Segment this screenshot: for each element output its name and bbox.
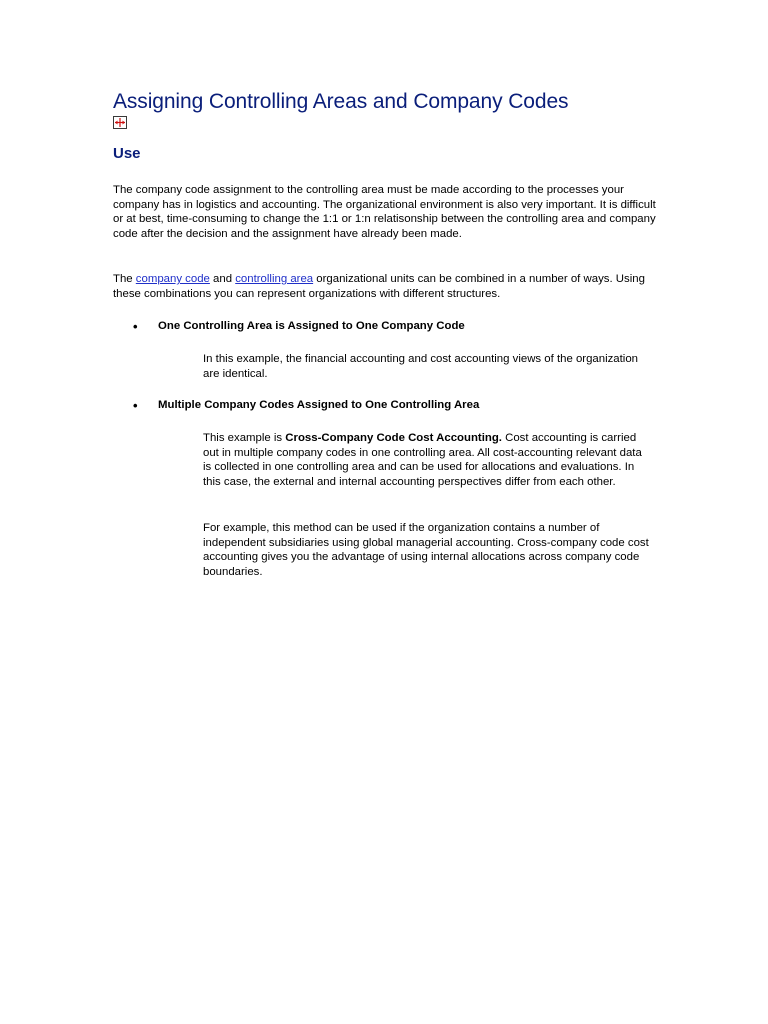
- desc-suffix: Cost accounting is carried out in multiple company codes in one controlling area. All cost-accounting relevant data is collected in one controlling area and can be used for allocations and evaluations. In this case, the external and internal accounting perspectives differ from each other.: [203, 432, 642, 488]
- bullet-label: One Controlling Area is Assigned to One Company Code: [158, 320, 465, 332]
- desc-prefix: This example is: [203, 432, 286, 444]
- intro-paragraph: The company code assignment to the controlling area must be made according to the processes your company has in logistics and accounting. The organizational environment is also very important. It is difficult or at best, time-consuming to change the 1:1 or 1:n relatisonship between the controlling area and company code after the decision and the assignment have already been made.: [113, 184, 656, 240]
- example-paragraph: For example, this method can be used if the organization contains a number of independent subsidiaries using global managerial accounting. Cross-company code cost accounting gives you the advantage of using internal allocations across company code boundaries.: [203, 522, 649, 578]
- company-code-link[interactable]: company code: [135, 273, 210, 285]
- section-heading-use: Use: [113, 145, 141, 162]
- bullet-dot-icon: •: [133, 319, 138, 334]
- controlling-area-link[interactable]: controlling area: [235, 273, 314, 285]
- sap-structure-icon[interactable]: [113, 116, 127, 129]
- page-title: Assigning Controlling Areas and Company Codes: [113, 90, 569, 113]
- combo-mid: and: [209, 273, 236, 285]
- bullet-dot-icon: •: [133, 398, 138, 413]
- combo-suffix: organizational units can be combined in a number of ways. Using these combinations you can represent organizations with different structures.: [113, 273, 645, 300]
- bullet-label: Multiple Company Codes Assigned to One Controlling Area: [158, 399, 480, 411]
- combo-prefix: The: [113, 273, 136, 285]
- cross-company-term: Cross-Company Code Cost Accounting.: [285, 432, 502, 444]
- combination-paragraph: [113, 272, 653, 301]
- bullet-description: [203, 431, 653, 489]
- bullet-description: In this example, the financial accounting and cost accounting views of the organization are identical.: [203, 353, 639, 380]
